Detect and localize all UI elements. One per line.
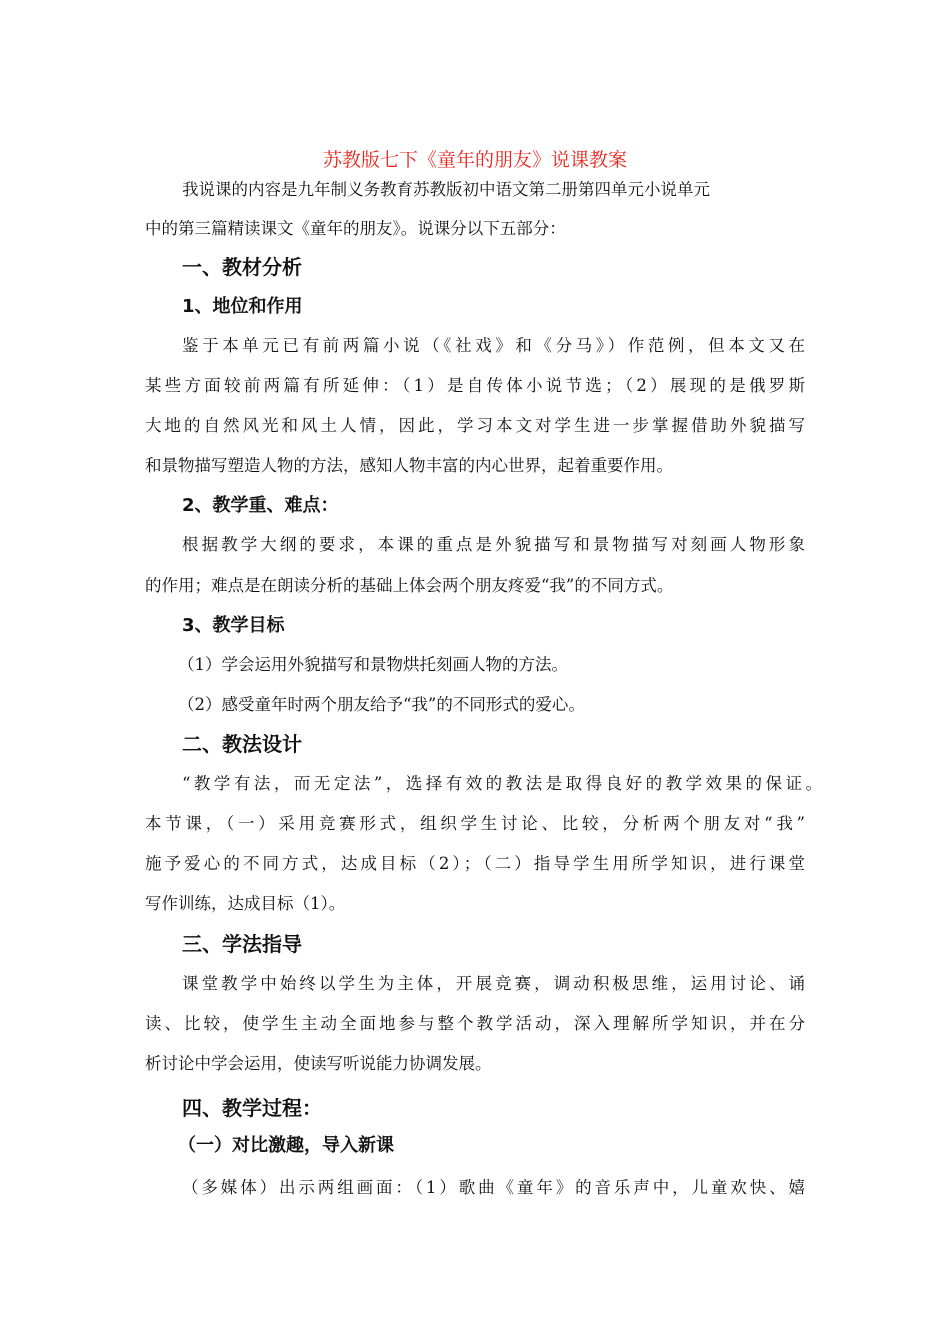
document-title: 苏教版七下《童年的朋友》说课教案 [322, 149, 627, 171]
section4-sub1-line-1: （多媒体）出示两组画面：（1）歌曲《童年》的音乐声中，儿童欢快、嬉 [182, 1178, 805, 1197]
intro-line-2: 中的第三篇精读课文《童年的朋友》。说课分以下五部分： [145, 219, 566, 238]
section4-sub1-heading: （一）对比激趣，导入新课 [178, 1135, 394, 1156]
section1-heading: 一、教材分析 [182, 255, 302, 279]
intro-line-1: 我说课的内容是九年制义务教育苏教版初中语文第二册第四单元小说单元 [182, 180, 710, 199]
section1-sub2-line-2: 的作用；难点是在朗读分析的基础上体会两个朋友疼爱“我”的不同方式。 [145, 576, 674, 595]
section2-line-4: 写作训练，达成目标（1）。 [145, 894, 346, 913]
section1-sub1-line-4: 和景物描写塑造人物的方法，感知人物丰富的内心世界，起着重要作用。 [145, 456, 673, 475]
section1-sub3-heading: 3、教学目标 [182, 615, 285, 636]
section3-line-1: 课堂教学中始终以学生为主体，开展竞赛，调动积极思维，运用讨论、诵 [182, 974, 805, 993]
section2-line-1: “教学有法，而无定法”，选择有效的教法是取得良好的教学效果的保证。 [182, 774, 822, 793]
section1-sub1-line-2: 某些方面较前两篇有所延伸：（1）是自传体小说节选；（2）展现的是俄罗斯 [145, 376, 805, 395]
section3-line-3: 析讨论中学会运用，使读写听说能力协调发展。 [145, 1054, 492, 1073]
section1-sub1-line-3: 大地的自然风光和风土人情，因此，学习本文对学生进一步掌握借助外貌描写 [145, 416, 805, 435]
section1-sub2-line-1: 根据教学大纲的要求，本课的重点是外貌描写和景物描写对刻画人物形象 [182, 535, 805, 554]
section1-sub1-line-1: 鉴于本单元已有前两篇小说（《社戏》和《分马》）作范例，但本文又在 [182, 336, 805, 355]
section2-heading: 二、教法设计 [182, 732, 302, 756]
section1-sub2-heading: 2、教学重、难点： [182, 495, 339, 516]
section2-line-2: 本节课，（一）采用竞赛形式，组织学生讨论、比较，分析两个朋友对“我” [145, 814, 805, 833]
section3-line-2: 读、比较，使学生主动全面地参与整个教学活动，深入理解所学知识，并在分 [145, 1014, 805, 1033]
section1-sub1-heading: 1、地位和作用 [182, 296, 303, 317]
objective-item: （2）感受童年时两个朋友给予“我”的不同形式的爱心。 [178, 695, 585, 714]
section4-heading: 四、教学过程： [182, 1096, 322, 1120]
section3-heading: 三、学法指导 [182, 932, 302, 956]
section2-line-3: 施予爱心的不同方式，达成目标（2）；（二）指导学生用所学知识，进行课堂 [145, 854, 805, 873]
objective-item: （1）学会运用外貌描写和景物烘托刻画人物的方法。 [178, 655, 568, 674]
